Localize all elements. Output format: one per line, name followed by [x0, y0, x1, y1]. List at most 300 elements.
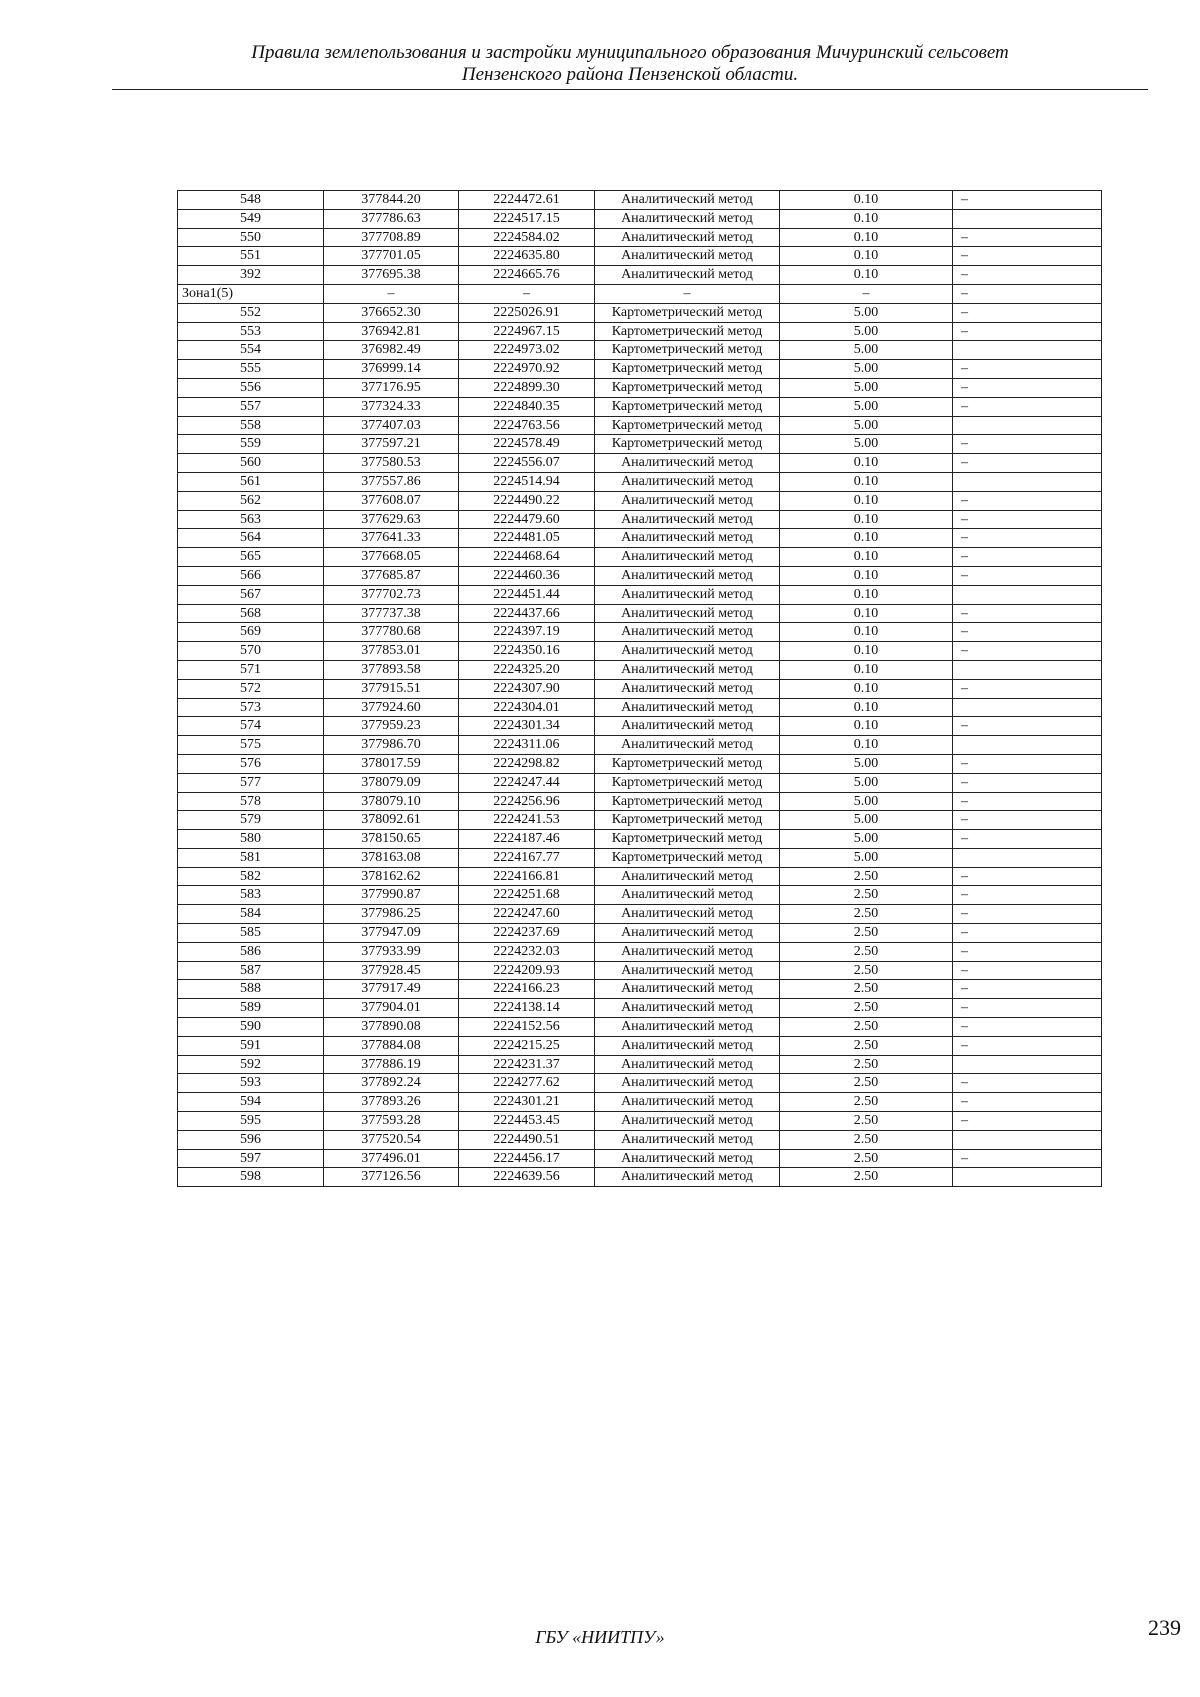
- point-number-cell: 598: [178, 1168, 324, 1187]
- note-cell: –: [953, 792, 1102, 811]
- note-cell: –: [953, 454, 1102, 473]
- method-cell: Аналитический метод: [595, 585, 780, 604]
- note-cell: –: [953, 1036, 1102, 1055]
- table-row: [178, 247, 1102, 266]
- y-coordinate-cell: 2224138.14: [459, 999, 595, 1018]
- y-coordinate-cell: 2224215.25: [459, 1036, 595, 1055]
- accuracy-cell: 5.00: [780, 792, 953, 811]
- coordinates-table-body: [178, 191, 1102, 1187]
- point-number-cell: 579: [178, 811, 324, 830]
- x-coordinate-cell: 377685.87: [324, 566, 459, 585]
- note-cell: –: [953, 905, 1102, 924]
- note-cell: –: [953, 191, 1102, 210]
- accuracy-cell: 0.10: [780, 548, 953, 567]
- note-cell: –: [953, 623, 1102, 642]
- method-cell: Картометрический метод: [595, 435, 780, 454]
- accuracy-cell: 5.00: [780, 303, 953, 322]
- note-cell: [953, 848, 1102, 867]
- accuracy-cell: 2.50: [780, 1112, 953, 1131]
- y-coordinate-cell: 2224311.06: [459, 736, 595, 755]
- method-cell: Аналитический метод: [595, 1055, 780, 1074]
- y-coordinate-cell: 2224584.02: [459, 228, 595, 247]
- y-coordinate-cell: 2224209.93: [459, 961, 595, 980]
- point-number-cell: Зона1(5): [178, 284, 324, 303]
- accuracy-cell: 0.10: [780, 698, 953, 717]
- accuracy-cell: 5.00: [780, 416, 953, 435]
- x-coordinate-cell: 377126.56: [324, 1168, 459, 1187]
- accuracy-cell: 0.10: [780, 247, 953, 266]
- x-coordinate-cell: 377407.03: [324, 416, 459, 435]
- table-row: [178, 566, 1102, 585]
- note-cell: –: [953, 529, 1102, 548]
- point-number-cell: 569: [178, 623, 324, 642]
- table-row: [178, 360, 1102, 379]
- note-cell: [953, 1130, 1102, 1149]
- accuracy-cell: 2.50: [780, 961, 953, 980]
- note-cell: –: [953, 1093, 1102, 1112]
- note-cell: –: [953, 491, 1102, 510]
- accuracy-cell: 2.50: [780, 1018, 953, 1037]
- x-coordinate-cell: 377702.73: [324, 585, 459, 604]
- method-cell: Аналитический метод: [595, 867, 780, 886]
- x-coordinate-cell: 377593.28: [324, 1112, 459, 1131]
- note-cell: –: [953, 604, 1102, 623]
- method-cell: Аналитический метод: [595, 980, 780, 999]
- y-coordinate-cell: 2224231.37: [459, 1055, 595, 1074]
- method-cell: Аналитический метод: [595, 679, 780, 698]
- x-coordinate-cell: 377986.25: [324, 905, 459, 924]
- note-cell: –: [953, 510, 1102, 529]
- table-row: [178, 736, 1102, 755]
- note-cell: [953, 1168, 1102, 1187]
- method-cell: Аналитический метод: [595, 228, 780, 247]
- point-number-cell: 562: [178, 491, 324, 510]
- y-coordinate-cell: 2224481.05: [459, 529, 595, 548]
- point-number-cell: 591: [178, 1036, 324, 1055]
- point-number-cell: 576: [178, 754, 324, 773]
- table-row: [178, 1168, 1102, 1187]
- x-coordinate-cell: 378092.61: [324, 811, 459, 830]
- footer-org: ГБУ «НИИТПУ»: [535, 1627, 665, 1647]
- x-coordinate-cell: 377701.05: [324, 247, 459, 266]
- y-coordinate-cell: 2224460.36: [459, 566, 595, 585]
- method-cell: Картометрический метод: [595, 773, 780, 792]
- method-cell: Картометрический метод: [595, 416, 780, 435]
- point-number-cell: 551: [178, 247, 324, 266]
- table-row: [178, 472, 1102, 491]
- point-number-cell: 558: [178, 416, 324, 435]
- point-number-cell: 548: [178, 191, 324, 210]
- point-number-cell: 572: [178, 679, 324, 698]
- point-number-cell: 550: [178, 228, 324, 247]
- x-coordinate-cell: 377496.01: [324, 1149, 459, 1168]
- note-cell: –: [953, 830, 1102, 849]
- method-cell: Картометрический метод: [595, 754, 780, 773]
- note-cell: –: [953, 886, 1102, 905]
- y-coordinate-cell: 2224237.69: [459, 924, 595, 943]
- note-cell: –: [953, 378, 1102, 397]
- method-cell: Аналитический метод: [595, 924, 780, 943]
- x-coordinate-cell: 377641.33: [324, 529, 459, 548]
- note-cell: –: [953, 1149, 1102, 1168]
- table-row: [178, 1112, 1102, 1131]
- table-row: [178, 491, 1102, 510]
- x-coordinate-cell: 377884.08: [324, 1036, 459, 1055]
- point-number-cell: 555: [178, 360, 324, 379]
- y-coordinate-cell: 2224247.44: [459, 773, 595, 792]
- accuracy-cell: 2.50: [780, 980, 953, 999]
- method-cell: Аналитический метод: [595, 529, 780, 548]
- y-coordinate-cell: 2224639.56: [459, 1168, 595, 1187]
- x-coordinate-cell: 377933.99: [324, 942, 459, 961]
- method-cell: Картометрический метод: [595, 811, 780, 830]
- table-row: [178, 228, 1102, 247]
- x-coordinate-cell: 378079.09: [324, 773, 459, 792]
- accuracy-cell: 5.00: [780, 322, 953, 341]
- accuracy-cell: 5.00: [780, 435, 953, 454]
- note-cell: –: [953, 566, 1102, 585]
- note-cell: –: [953, 1018, 1102, 1037]
- point-number-cell: 585: [178, 924, 324, 943]
- point-number-cell: 594: [178, 1093, 324, 1112]
- table-row: [178, 642, 1102, 661]
- y-coordinate-cell: 2224166.81: [459, 867, 595, 886]
- y-coordinate-cell: 2224277.62: [459, 1074, 595, 1093]
- table-row: [178, 1055, 1102, 1074]
- note-cell: –: [953, 1112, 1102, 1131]
- point-number-cell: 574: [178, 717, 324, 736]
- point-number-cell: 563: [178, 510, 324, 529]
- y-coordinate-cell: 2224967.15: [459, 322, 595, 341]
- accuracy-cell: 0.10: [780, 491, 953, 510]
- x-coordinate-cell: 377853.01: [324, 642, 459, 661]
- x-coordinate-cell: 377890.08: [324, 1018, 459, 1037]
- y-coordinate-cell: 2224152.56: [459, 1018, 595, 1037]
- note-cell: [953, 660, 1102, 679]
- table-row: [178, 454, 1102, 473]
- x-coordinate-cell: 377786.63: [324, 209, 459, 228]
- accuracy-cell: 0.10: [780, 472, 953, 491]
- point-number-cell: 578: [178, 792, 324, 811]
- point-number-cell: 596: [178, 1130, 324, 1149]
- point-number-cell: 566: [178, 566, 324, 585]
- method-cell: Аналитический метод: [595, 961, 780, 980]
- method-cell: Аналитический метод: [595, 266, 780, 285]
- method-cell: Аналитический метод: [595, 491, 780, 510]
- accuracy-cell: 0.10: [780, 717, 953, 736]
- x-coordinate-cell: 378150.65: [324, 830, 459, 849]
- accuracy-cell: 2.50: [780, 942, 953, 961]
- table-row: [178, 416, 1102, 435]
- y-coordinate-cell: 2224456.17: [459, 1149, 595, 1168]
- method-cell: Аналитический метод: [595, 698, 780, 717]
- method-cell: Аналитический метод: [595, 1168, 780, 1187]
- note-cell: –: [953, 754, 1102, 773]
- accuracy-cell: 0.10: [780, 191, 953, 210]
- y-coordinate-cell: 2224514.94: [459, 472, 595, 491]
- note-cell: [953, 698, 1102, 717]
- y-coordinate-cell: 2224397.19: [459, 623, 595, 642]
- table-row: [178, 660, 1102, 679]
- point-number-cell: 583: [178, 886, 324, 905]
- note-cell: –: [953, 303, 1102, 322]
- y-coordinate-cell: 2224635.80: [459, 247, 595, 266]
- note-cell: –: [953, 867, 1102, 886]
- y-coordinate-cell: 2224307.90: [459, 679, 595, 698]
- point-number-cell: 595: [178, 1112, 324, 1131]
- point-number-cell: 587: [178, 961, 324, 980]
- accuracy-cell: 2.50: [780, 1130, 953, 1149]
- method-cell: Аналитический метод: [595, 1036, 780, 1055]
- table-row: [178, 980, 1102, 999]
- accuracy-cell: 0.10: [780, 266, 953, 285]
- accuracy-cell: 5.00: [780, 848, 953, 867]
- note-cell: –: [953, 322, 1102, 341]
- table-row: [178, 378, 1102, 397]
- x-coordinate-cell: 377737.38: [324, 604, 459, 623]
- method-cell: Аналитический метод: [595, 209, 780, 228]
- x-coordinate-cell: 377947.09: [324, 924, 459, 943]
- accuracy-cell: 2.50: [780, 999, 953, 1018]
- method-cell: Аналитический метод: [595, 566, 780, 585]
- x-coordinate-cell: 378017.59: [324, 754, 459, 773]
- method-cell: Аналитический метод: [595, 548, 780, 567]
- x-coordinate-cell: 377892.24: [324, 1074, 459, 1093]
- x-coordinate-cell: 378162.62: [324, 867, 459, 886]
- x-coordinate-cell: 377915.51: [324, 679, 459, 698]
- method-cell: Картометрический метод: [595, 360, 780, 379]
- accuracy-cell: 5.00: [780, 754, 953, 773]
- point-number-cell: 554: [178, 341, 324, 360]
- y-coordinate-cell: 2224578.49: [459, 435, 595, 454]
- y-coordinate-cell: 2224472.61: [459, 191, 595, 210]
- method-cell: Картометрический метод: [595, 303, 780, 322]
- point-number-cell: 581: [178, 848, 324, 867]
- accuracy-cell: 5.00: [780, 811, 953, 830]
- accuracy-cell: 0.10: [780, 228, 953, 247]
- y-coordinate-cell: 2224899.30: [459, 378, 595, 397]
- x-coordinate-cell: 377668.05: [324, 548, 459, 567]
- point-number-cell: 577: [178, 773, 324, 792]
- point-number-cell: 588: [178, 980, 324, 999]
- method-cell: Аналитический метод: [595, 999, 780, 1018]
- page-header: [112, 42, 1148, 86]
- x-coordinate-cell: 376982.49: [324, 341, 459, 360]
- table-row: [178, 773, 1102, 792]
- point-number-cell: 586: [178, 942, 324, 961]
- y-coordinate-cell: 2224298.82: [459, 754, 595, 773]
- note-cell: –: [953, 924, 1102, 943]
- table-row: [178, 623, 1102, 642]
- table-row: [178, 284, 1102, 303]
- note-cell: –: [953, 773, 1102, 792]
- accuracy-cell: 5.00: [780, 830, 953, 849]
- accuracy-cell: 5.00: [780, 378, 953, 397]
- y-coordinate-cell: 2225026.91: [459, 303, 595, 322]
- note-cell: –: [953, 961, 1102, 980]
- note-cell: –: [953, 360, 1102, 379]
- point-number-cell: 557: [178, 397, 324, 416]
- note-cell: –: [953, 1074, 1102, 1093]
- note-cell: [953, 416, 1102, 435]
- accuracy-cell: 2.50: [780, 1168, 953, 1187]
- page-number: 239: [1148, 1615, 1181, 1640]
- table-row: [178, 529, 1102, 548]
- method-cell: Аналитический метод: [595, 191, 780, 210]
- accuracy-cell: 0.10: [780, 529, 953, 548]
- table-row: [178, 942, 1102, 961]
- table-row: [178, 303, 1102, 322]
- note-cell: [953, 341, 1102, 360]
- accuracy-cell: 2.50: [780, 1149, 953, 1168]
- table-row: [178, 266, 1102, 285]
- point-number-cell: 560: [178, 454, 324, 473]
- table-row: [178, 848, 1102, 867]
- y-coordinate-cell: 2224166.23: [459, 980, 595, 999]
- table-row: [178, 1093, 1102, 1112]
- x-coordinate-cell: 377780.68: [324, 623, 459, 642]
- table-row: [178, 811, 1102, 830]
- x-coordinate-cell: 377928.45: [324, 961, 459, 980]
- x-coordinate-cell: 378163.08: [324, 848, 459, 867]
- y-coordinate-cell: 2224973.02: [459, 341, 595, 360]
- table-row: [178, 1130, 1102, 1149]
- table-row: [178, 604, 1102, 623]
- method-cell: Аналитический метод: [595, 717, 780, 736]
- y-coordinate-cell: 2224453.45: [459, 1112, 595, 1131]
- point-number-cell: 564: [178, 529, 324, 548]
- accuracy-cell: 2.50: [780, 867, 953, 886]
- x-coordinate-cell: 377844.20: [324, 191, 459, 210]
- method-cell: Аналитический метод: [595, 247, 780, 266]
- table-row: [178, 435, 1102, 454]
- note-cell: –: [953, 980, 1102, 999]
- x-coordinate-cell: –: [324, 284, 459, 303]
- x-coordinate-cell: 377959.23: [324, 717, 459, 736]
- method-cell: Аналитический метод: [595, 642, 780, 661]
- method-cell: Картометрический метод: [595, 397, 780, 416]
- table-row: [178, 585, 1102, 604]
- x-coordinate-cell: 377176.95: [324, 378, 459, 397]
- table-row: [178, 510, 1102, 529]
- method-cell: Аналитический метод: [595, 942, 780, 961]
- method-cell: Аналитический метод: [595, 623, 780, 642]
- point-number-cell: 580: [178, 830, 324, 849]
- point-number-cell: 597: [178, 1149, 324, 1168]
- point-number-cell: 589: [178, 999, 324, 1018]
- point-number-cell: 552: [178, 303, 324, 322]
- x-coordinate-cell: 377608.07: [324, 491, 459, 510]
- method-cell: Аналитический метод: [595, 736, 780, 755]
- method-cell: Аналитический метод: [595, 1074, 780, 1093]
- point-number-cell: 567: [178, 585, 324, 604]
- header-title-line1: Правила землепользования и застройки муниципального образования Мичуринский сельсовет: [251, 42, 1009, 63]
- method-cell: Аналитический метод: [595, 886, 780, 905]
- point-number-cell: 561: [178, 472, 324, 491]
- table-row: [178, 679, 1102, 698]
- y-coordinate-cell: 2224251.68: [459, 886, 595, 905]
- note-cell: –: [953, 247, 1102, 266]
- method-cell: Картометрический метод: [595, 792, 780, 811]
- point-number-cell: 568: [178, 604, 324, 623]
- table-row: [178, 1074, 1102, 1093]
- table-row: [178, 830, 1102, 849]
- table-row: [178, 792, 1102, 811]
- note-cell: –: [953, 284, 1102, 303]
- accuracy-cell: 2.50: [780, 1093, 953, 1112]
- accuracy-cell: 0.10: [780, 736, 953, 755]
- x-coordinate-cell: 377324.33: [324, 397, 459, 416]
- table-row: [178, 924, 1102, 943]
- accuracy-cell: 0.10: [780, 623, 953, 642]
- point-number-cell: 571: [178, 660, 324, 679]
- y-coordinate-cell: 2224301.21: [459, 1093, 595, 1112]
- point-number-cell: 575: [178, 736, 324, 755]
- x-coordinate-cell: 377708.89: [324, 228, 459, 247]
- table-row: [178, 1036, 1102, 1055]
- method-cell: Аналитический метод: [595, 1149, 780, 1168]
- x-coordinate-cell: 377904.01: [324, 999, 459, 1018]
- table-row: [178, 905, 1102, 924]
- note-cell: –: [953, 999, 1102, 1018]
- accuracy-cell: 5.00: [780, 397, 953, 416]
- note-cell: [953, 209, 1102, 228]
- point-number-cell: 573: [178, 698, 324, 717]
- accuracy-cell: 2.50: [780, 924, 953, 943]
- y-coordinate-cell: 2224167.77: [459, 848, 595, 867]
- method-cell: Аналитический метод: [595, 510, 780, 529]
- table-row: [178, 209, 1102, 228]
- x-coordinate-cell: 377917.49: [324, 980, 459, 999]
- x-coordinate-cell: 376652.30: [324, 303, 459, 322]
- x-coordinate-cell: 377629.63: [324, 510, 459, 529]
- y-coordinate-cell: 2224490.51: [459, 1130, 595, 1149]
- method-cell: Аналитический метод: [595, 472, 780, 491]
- y-coordinate-cell: –: [459, 284, 595, 303]
- header-title-line2: Пензенского района Пензенской области.: [461, 64, 799, 85]
- accuracy-cell: 0.10: [780, 604, 953, 623]
- x-coordinate-cell: 377557.86: [324, 472, 459, 491]
- table-row: [178, 548, 1102, 567]
- y-coordinate-cell: 2224840.35: [459, 397, 595, 416]
- accuracy-cell: 5.00: [780, 773, 953, 792]
- method-cell: Аналитический метод: [595, 604, 780, 623]
- x-coordinate-cell: 378079.10: [324, 792, 459, 811]
- point-number-cell: 584: [178, 905, 324, 924]
- x-coordinate-cell: 377597.21: [324, 435, 459, 454]
- method-cell: Аналитический метод: [595, 905, 780, 924]
- accuracy-cell: 0.10: [780, 679, 953, 698]
- table-row: [178, 717, 1102, 736]
- note-cell: –: [953, 228, 1102, 247]
- accuracy-cell: –: [780, 284, 953, 303]
- y-coordinate-cell: 2224479.60: [459, 510, 595, 529]
- note-cell: –: [953, 717, 1102, 736]
- y-coordinate-cell: 2224232.03: [459, 942, 595, 961]
- accuracy-cell: 0.10: [780, 585, 953, 604]
- table-row: [178, 999, 1102, 1018]
- y-coordinate-cell: 2224970.92: [459, 360, 595, 379]
- table-row: [178, 1018, 1102, 1037]
- accuracy-cell: 0.10: [780, 660, 953, 679]
- accuracy-cell: 2.50: [780, 886, 953, 905]
- point-number-cell: 582: [178, 867, 324, 886]
- note-cell: –: [953, 811, 1102, 830]
- table-row: [178, 961, 1102, 980]
- y-coordinate-cell: 2224468.64: [459, 548, 595, 567]
- coordinates-table: [177, 190, 1102, 1187]
- table-row: [178, 867, 1102, 886]
